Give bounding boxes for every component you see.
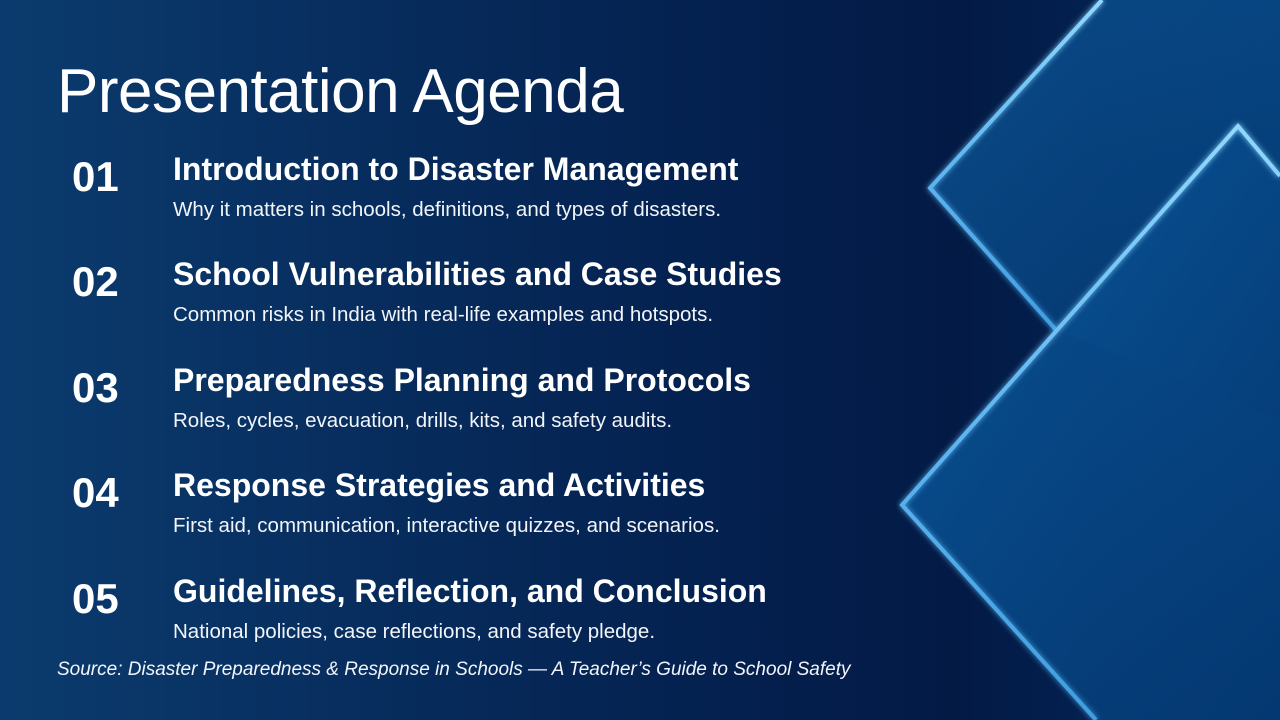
agenda-item [0,468,900,568]
agenda-item-description: National policies, case reflections, and safety pledge. [173,620,656,643]
agenda-item-number: 01 [72,153,119,200]
agenda-item-number: 03 [72,364,119,411]
source-citation: Source: Disaster Preparedness & Response in Schools — A Teacher’s Guide to School Safety [57,659,851,680]
agenda-item [0,257,900,357]
agenda-item-number: 02 [72,258,119,305]
agenda-item-heading: Introduction to Disaster Management [173,151,739,187]
agenda-item-description: First aid, communication, interactive quizzes, and scenarios. [173,514,720,537]
agenda-item-number: 05 [72,575,119,622]
upper-diamond-shape [930,0,1280,420]
lower-diamond-shape [902,126,1280,720]
agenda-item-heading: Response Strategies and Activities [173,467,706,503]
agenda-item-heading: Guidelines, Reflection, and Conclusion [173,573,767,609]
page-title: Presentation Agenda [57,57,624,126]
agenda-item-heading: School Vulnerabilities and Case Studies [173,256,782,292]
agenda-item-number: 04 [72,469,119,516]
agenda-item-heading: Preparedness Planning and Protocols [173,362,751,398]
agenda-item-description: Why it matters in schools, definitions, and types of disasters. [173,198,722,221]
agenda-item-description: Roles, cycles, evacuation, drills, kits, and safety audits. [173,409,673,432]
agenda-item-description: Common risks in India with real-life examples and hotspots. [173,303,714,326]
upper-diamond-edge [930,0,1102,330]
lower-diamond-edge [902,126,1280,720]
agenda-item [0,152,900,252]
agenda-item [0,363,900,463]
